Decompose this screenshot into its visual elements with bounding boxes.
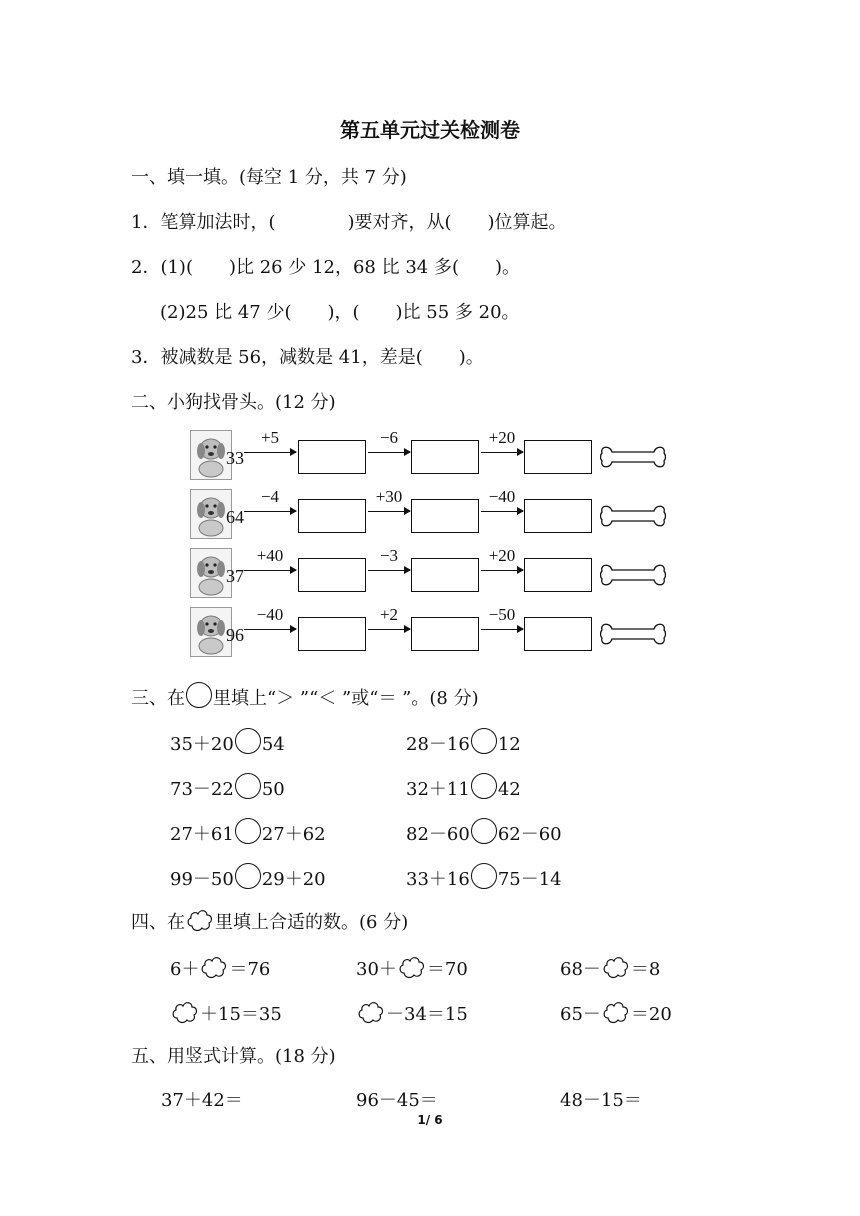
fill-pre: 6＋ [170, 959, 200, 980]
fill-item [356, 955, 468, 986]
answer-circle[interactable] [235, 728, 261, 754]
fill-post: －34＝15 [386, 1004, 468, 1025]
fill-item [560, 1000, 672, 1031]
answer-circle[interactable] [471, 818, 497, 844]
compare-left: 32＋11 [406, 779, 470, 800]
answer-circle[interactable] [471, 773, 497, 799]
answer-cloud[interactable] [357, 1000, 385, 1031]
dog-chain-row [186, 489, 686, 543]
answer-box[interactable] [411, 440, 479, 474]
compare-left: 82－60 [406, 824, 470, 845]
section4-heading-post: 里填上合适的数。(6 分) [215, 912, 409, 933]
compare-right: 29＋20 [261, 869, 326, 890]
fill-post: ＋15＝35 [200, 1004, 282, 1025]
fill-item [170, 955, 270, 986]
arrow-icon [481, 511, 523, 512]
calc-item: 48－15＝ [560, 1090, 642, 1111]
bone-icon [600, 562, 666, 592]
question-1: 1．笔算加法时，( )要对齐，从( )位算起。 [131, 212, 567, 233]
section3-heading-pre: 三、在 [131, 688, 185, 709]
answer-cloud[interactable] [602, 1000, 630, 1031]
answer-box[interactable] [298, 440, 366, 474]
arrow-icon [481, 629, 523, 630]
operation-label: +40 [256, 546, 284, 565]
section3-heading-post: 里填上“＞ ”“＜ ”或“＝ ”。(8 分) [213, 688, 479, 709]
arrow-icon [244, 452, 296, 453]
answer-box[interactable] [524, 440, 592, 474]
question-2a: 2．(1)( )比 26 少 12，68 比 34 多( )。 [131, 257, 520, 278]
calc-item: 37＋42＝ [161, 1090, 243, 1111]
compare-left: 33＋16 [406, 869, 470, 890]
operation-label: −40 [488, 487, 516, 506]
section3-heading [131, 682, 479, 710]
compare-item [170, 728, 285, 756]
section4-heading [131, 908, 408, 939]
fill-pre: 68－ [560, 959, 601, 980]
arrow-icon [244, 629, 296, 630]
answer-circle[interactable] [471, 863, 497, 889]
compare-right: 75－14 [497, 869, 562, 890]
dog-chain-row [186, 548, 686, 602]
compare-item [406, 773, 521, 801]
answer-cloud[interactable] [200, 955, 228, 986]
circle-icon [186, 682, 212, 708]
answer-box[interactable] [298, 558, 366, 592]
answer-cloud[interactable] [398, 955, 426, 986]
answer-circle[interactable] [235, 773, 261, 799]
compare-right: 27＋62 [261, 824, 326, 845]
answer-box[interactable] [298, 499, 366, 533]
compare-left: 99－50 [170, 869, 234, 890]
arrow-icon [481, 570, 523, 571]
arrow-icon [368, 511, 410, 512]
compare-right: 50 [261, 779, 285, 800]
operation-label: −40 [256, 605, 284, 624]
page-number: 1/ 6 [417, 1113, 443, 1127]
fill-post: ＝70 [426, 959, 468, 980]
fill-item [560, 955, 660, 986]
arrow-icon [368, 570, 410, 571]
compare-item [170, 863, 326, 891]
answer-cloud[interactable] [171, 1000, 199, 1031]
fill-item [170, 1000, 282, 1031]
answer-circle[interactable] [235, 863, 261, 889]
operation-label: −50 [488, 605, 516, 624]
arrow-icon [368, 452, 410, 453]
arrow-icon [244, 511, 296, 512]
fill-post: ＝8 [630, 959, 661, 980]
operation-label: +20 [488, 546, 516, 565]
compare-item [170, 773, 285, 801]
bone-icon [600, 503, 666, 533]
operation-label: +20 [488, 428, 516, 447]
answer-box[interactable] [524, 558, 592, 592]
start-number: 37 [226, 566, 244, 586]
operation-label: −6 [379, 428, 399, 447]
start-number: 64 [226, 507, 244, 527]
arrow-icon [481, 452, 523, 453]
arrow-icon [244, 570, 296, 571]
answer-circle[interactable] [235, 818, 261, 844]
fill-pre: 65－ [560, 1004, 601, 1025]
operation-label: +5 [260, 428, 280, 447]
compare-right: 42 [497, 779, 521, 800]
answer-cloud[interactable] [602, 955, 630, 986]
dog-chain-row [186, 430, 686, 484]
question-2b: (2)25 比 47 少( )，( )比 55 多 20。 [160, 302, 520, 323]
operation-label: −3 [379, 546, 399, 565]
compare-left: 27＋61 [170, 824, 234, 845]
question-3: 3．被减数是 56，减数是 41，差是( )。 [131, 347, 484, 368]
start-number: 96 [226, 625, 244, 645]
bone-icon [600, 444, 666, 474]
section4-heading-pre: 四、在 [131, 912, 185, 933]
answer-circle[interactable] [471, 728, 497, 754]
compare-right: 12 [497, 734, 521, 755]
operation-label: +30 [375, 487, 403, 506]
calc-item: 96－45＝ [356, 1090, 438, 1111]
compare-left: 35＋20 [170, 734, 234, 755]
compare-item [406, 728, 521, 756]
compare-left: 28－16 [406, 734, 470, 755]
operation-label: −4 [260, 487, 280, 506]
answer-box[interactable] [524, 617, 592, 651]
fill-pre: 30＋ [356, 959, 397, 980]
fill-item [356, 1000, 468, 1031]
compare-right: 62－60 [497, 824, 562, 845]
dog-chain-row [186, 607, 686, 661]
operation-label: +2 [379, 605, 399, 624]
answer-box[interactable] [298, 617, 366, 651]
compare-left: 73－22 [170, 779, 234, 800]
compare-item [406, 863, 562, 891]
answer-box[interactable] [524, 499, 592, 533]
start-number: 33 [226, 448, 244, 468]
compare-item [406, 818, 562, 846]
answer-box[interactable] [411, 617, 479, 651]
cloud-icon [186, 908, 214, 939]
section5-heading: 五、用竖式计算。(18 分) [131, 1046, 336, 1067]
page-title: 第五单元过关检测卷 [340, 118, 520, 142]
section2-heading: 二、小狗找骨头。(12 分) [131, 392, 336, 413]
section1-heading: 一、填一填。(每空 1 分，共 7 分) [131, 167, 407, 188]
answer-box[interactable] [411, 499, 479, 533]
answer-box[interactable] [411, 558, 479, 592]
compare-item [170, 818, 326, 846]
fill-post: ＝20 [630, 1004, 672, 1025]
compare-right: 54 [261, 734, 285, 755]
bone-icon [600, 621, 666, 651]
arrow-icon [368, 629, 410, 630]
fill-post: ＝76 [229, 959, 271, 980]
